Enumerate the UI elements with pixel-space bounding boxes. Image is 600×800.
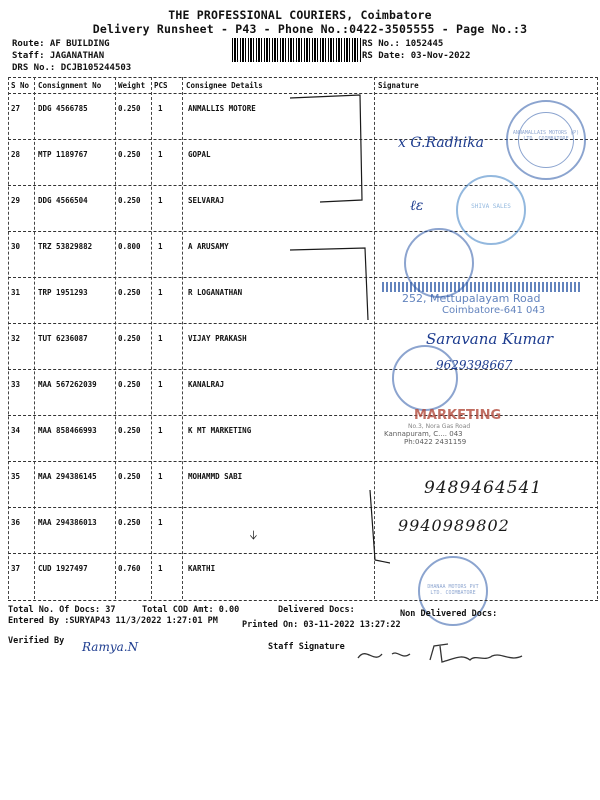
signature-29: ℓε [410,198,424,214]
cell-consignee: KARTHI [188,564,216,573]
seal-text: DHANAA MOTORS PVT LTD. COIMBATORE [427,584,479,596]
cell-consignment: CUD 1927497 [38,564,88,573]
address-stamp [382,282,582,330]
cell-pcs: 1 [158,288,163,297]
table-top-border [8,77,598,78]
cell-sno: 28 [11,150,21,159]
cell-pcs: 1 [158,472,163,481]
total-cod: Total COD Amt: 0.00 [142,605,240,615]
seal-text: ANNAMALLAIS MOTORS (P) LTD. COIMBATORE [512,130,580,142]
cell-sno: 35 [11,472,21,481]
marketing-stamp [384,408,564,458]
cell-consignee: K MT MARKETING [188,426,252,435]
entered-by: Entered By :SURYAP43 11/3/2022 1:27:01 PM [8,616,218,626]
signature-32-phone: 9629398667 [436,358,513,372]
table-bottom-border [8,600,598,601]
mark-36: ᛎ [248,528,259,549]
cell-pcs: 1 [158,334,163,343]
pen-marks [280,90,390,610]
cell-weight: 0.250 [118,288,141,297]
col-header-consignment: Consignment No [38,81,102,90]
cell-pcs: 1 [158,150,163,159]
cell-pcs: 1 [158,196,163,205]
staff-label: Staff: JAGANATHAN [12,51,105,61]
seal-text: SHIVA SALES [471,203,511,210]
barcode [232,38,362,62]
cell-consignment: MTP 1189767 [38,150,88,159]
cell-pcs: 1 [158,426,163,435]
marketing-stamp-address2: Kannapuram, C.... 043 [384,430,463,438]
verified-by: Verified By [8,636,65,646]
route-info [12,38,131,74]
address-stamp-line1: 252, Mettupalayam Road [402,292,541,305]
cell-weight: 0.250 [118,426,141,435]
cell-weight: 0.250 [118,196,141,205]
signature-36-phone: 9940989802 [398,516,510,535]
cell-sno: 33 [11,380,21,389]
cell-weight: 0.250 [118,334,141,343]
marketing-stamp-phone: Ph:0422 2431159 [404,438,467,446]
col-header-weight: Weight [118,81,146,90]
cell-sno: 34 [11,426,21,435]
cell-consignment: MAA 567262039 [38,380,97,389]
cell-weight: 0.760 [118,564,141,573]
marketing-stamp-address: No.3, Nora Gas Road [408,423,471,430]
signature-28: x G.Radhika [398,135,484,151]
cell-consignment: TRZ 53829882 [38,242,93,251]
rs-date: RS Date: 03-Nov-2022 [362,51,471,61]
cell-consignment: TUT 6236087 [38,334,88,343]
bracket-mark [370,490,390,565]
shiva-sales-seal [456,175,526,245]
col-header-consignee: Consignee Details [186,81,263,90]
printed-on: Printed On: 03-11-2022 13:27:22 [242,620,401,630]
cell-weight: 0.250 [118,150,141,159]
cell-pcs: 1 [158,242,163,251]
cell-consignee: GOPAL [188,150,211,159]
cell-sno: 30 [11,242,21,251]
col-divider [151,77,152,599]
cell-weight: 0.250 [118,380,141,389]
cell-consignment: DDG 4566785 [38,104,88,113]
col-divider [34,77,35,599]
col-divider [182,77,183,599]
cell-weight: 0.800 [118,242,141,251]
address-stamp-line2: Coimbatore-641 043 [442,305,546,316]
cell-consignee: R LOGANATHAN [188,288,243,297]
route-label: Route: AF BUILDING [12,39,110,49]
verified-signature: Ramya.N [82,640,139,654]
cell-consignee: A ARUSAMY [188,242,229,251]
cell-sno: 36 [11,518,21,527]
rs-no: RS No.: 1052445 [362,39,444,49]
bracket-mark [290,248,368,320]
cell-weight: 0.250 [118,472,141,481]
cell-consignee: SELVARAJ [188,196,225,205]
cell-sno: 29 [11,196,21,205]
runsheet-title: Delivery Runsheet - P43 - Phone No.:0422-3505555 - Page No.:3 [92,22,528,36]
col-divider [597,77,598,599]
non-delivered-docs: Non Delivered Docs: [400,609,498,619]
company-title: THE PROFESSIONAL COURIERS, Coimbatore [168,8,432,22]
total-docs: Total No. Of Docs: 37 [8,605,116,615]
rs-info [362,38,470,62]
col-header-sno: S No [11,81,30,90]
cell-consignee: MOHAMMD SABI [188,472,243,481]
cell-pcs: 1 [158,104,163,113]
cell-consignment: MAA 294386145 [38,472,97,481]
col-header-signature: Signature [378,81,419,90]
delivered-docs: Delivered Docs: [278,605,355,615]
cell-weight: 0.250 [118,104,141,113]
company-seal-33 [392,345,458,411]
bracket-mark [290,95,362,202]
cell-consignment: TRP 1951293 [38,288,88,297]
cell-sno: 32 [11,334,21,343]
cell-sno: 37 [11,564,21,573]
signature-32: Saravana Kumar [426,330,553,348]
cell-consignment: MAA 858466993 [38,426,97,435]
staff-signature [352,640,562,670]
cell-consignment: MAA 294386013 [38,518,97,527]
cell-weight: 0.250 [118,518,141,527]
staff-signature-label: Staff Signature [268,642,345,652]
annamallais-seal [506,100,586,180]
cell-consignment: DDG 4566504 [38,196,88,205]
col-divider [115,77,116,599]
cell-pcs: 1 [158,518,163,527]
cell-pcs: 1 [158,564,163,573]
cell-consignee: ANMALLIS MOTORE [188,104,256,113]
cell-sno: 31 [11,288,21,297]
signature-35-phone: 9489464541 [424,478,543,498]
cell-consignee: VIJAY PRAKASH [188,334,247,343]
cell-sno: 27 [11,104,21,113]
drs-label: DRS No.: DCJB105244503 [12,63,132,73]
cell-consignee: KANALRAJ [188,380,225,389]
cell-pcs: 1 [158,380,163,389]
marketing-stamp-title: MARKETING [414,408,502,423]
col-divider [8,77,9,599]
col-header-pcs: PCS [154,81,168,90]
